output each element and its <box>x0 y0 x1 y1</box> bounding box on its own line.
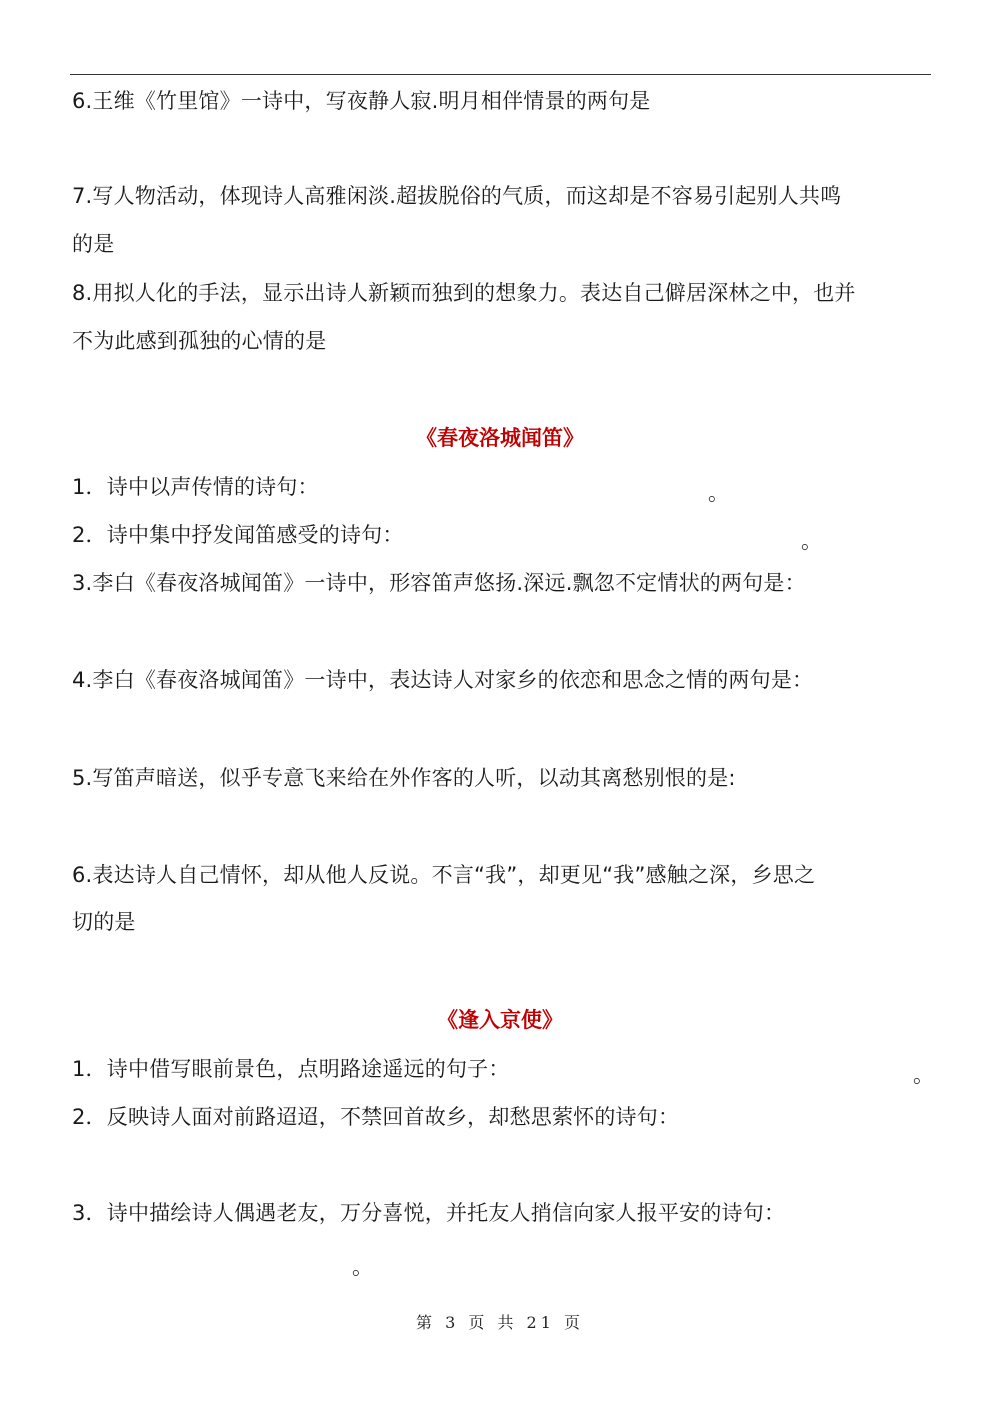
question-fengru-3: 3．诗中描绘诗人偶遇老友，万分喜悦，并托友人捎信向家人报平安的诗句： <box>72 1201 786 1225</box>
answer-blank-end-mark: 。 <box>913 1063 934 1087</box>
page-number-footer: 第 3 页 共 21 页 <box>416 1313 584 1332</box>
section-title-chunye: 《春夜洛城闻笛》 <box>416 426 584 450</box>
question-chunye-6-line2: 切的是 <box>72 910 136 934</box>
question-zhuliguan-7-line1: 7.写人物活动，体现诗人高雅闲淡.超拔脱俗的气质，而这却是不容易引起别人共鸣 <box>72 184 842 208</box>
question-fengru-1: 1．诗中借写眼前景色，点明路途遥远的句子： <box>72 1057 510 1081</box>
answer-blank-end-mark: 。 <box>801 529 822 553</box>
answer-blank-end-mark: 。 <box>352 1255 373 1279</box>
question-chunye-2: 2．诗中集中抒发闻笛感受的诗句： <box>72 523 404 547</box>
question-zhuliguan-7-line2: 的是 <box>72 232 115 256</box>
question-chunye-3: 3.李白《春夜洛城闻笛》一诗中，形容笛声悠扬.深远.飘忽不定情状的两句是： <box>72 571 806 595</box>
question-zhuliguan-8-line1: 8.用拟人化的手法，显示出诗人新颖而独到的想象力。表达自己僻居深林之中，也并 <box>72 281 856 305</box>
answer-blank-end-mark: 。 <box>708 481 729 505</box>
question-chunye-5: 5.写笛声暗送，似乎专意飞来给在外作客的人听，以动其离愁别恨的是: <box>72 766 736 790</box>
header-rule <box>70 74 931 75</box>
question-chunye-4: 4.李白《春夜洛城闻笛》一诗中，表达诗人对家乡的依恋和思念之情的两句是： <box>72 668 814 692</box>
question-zhuliguan-8-line2: 不为此感到孤独的心情的是 <box>72 329 327 353</box>
question-chunye-1: 1．诗中以声传情的诗句： <box>72 475 319 499</box>
question-fengru-2: 2．反映诗人面对前路迢迢，不禁回首故乡，却愁思萦怀的诗句： <box>72 1105 680 1129</box>
question-chunye-6-line1: 6.表达诗人自己情怀，却从他人反说。不言“我”，却更见“我”感触之深，乡思之 <box>72 863 816 887</box>
section-title-fengru: 《逢入京使》 <box>437 1008 563 1032</box>
question-zhuliguan-6: 6.王维《竹里馆》一诗中，写夜静人寂.明月相伴情景的两句是 <box>72 89 651 113</box>
